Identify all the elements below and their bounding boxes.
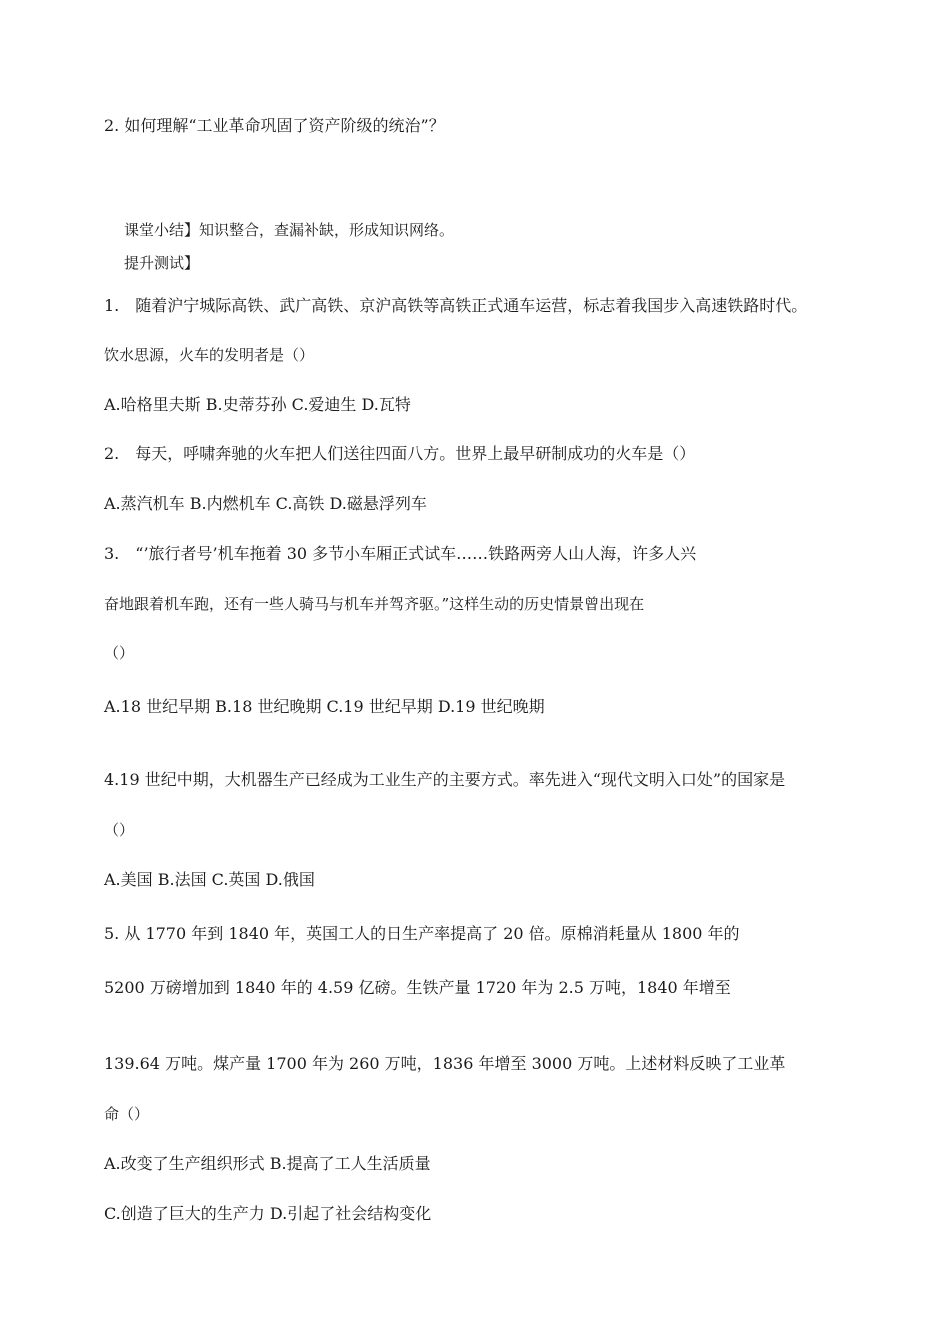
q2-stem: 2. 每天，呼啸奔驰的火车把人们送往四面八方。世界上最早研制成功的火车是（） [104, 444, 696, 463]
q1-options: A.哈格里夫斯 B.史蒂芬孙 C.爱迪生 D.瓦特 [104, 395, 411, 414]
q5-options-row2: C.创造了巨大的生产力 D.引起了社会结构变化 [104, 1204, 432, 1223]
q1-stem-line2: 饮水思源，火车的发明者是（） [104, 346, 315, 364]
q1-stem-line1: 1. 随着沪宁城际高铁、武广高铁、京沪高铁等高铁正式通车运营，标志着我国步入高速铁路时代。 [104, 296, 808, 315]
q4-stem-line1: 4.19 世纪中期，大机器生产已经成为工业生产的主要方式。率先进入“现代文明入口处”的国家是 [104, 770, 786, 789]
q5-options-row1: A.改变了生产组织形式 B.提高了工人生活质量 [104, 1154, 431, 1173]
reflection-question-2: 2. 如何理解“工业革命巩固了资产阶级的统治”？ [104, 116, 445, 135]
q3-stem-line3: （） [104, 644, 135, 662]
q4-stem-line2: （） [104, 821, 135, 839]
q5-stem-line1: 5. 从 1770 年到 1840 年，英国工人的日生产率提高了 20 倍。原棉消耗量从 1800 年的 [104, 924, 740, 943]
q3-stem-line1: 3. “’旅行者号’机车拖着 30 多节小车厢正式试车……铁路两旁人山人海，许多人兴 [104, 544, 697, 563]
q5-stem-line3: 139.64 万吨。煤产量 1700 年为 260 万吨，1836 年增至 3000 万吨。上述材料反映了工业革 [104, 1054, 786, 1073]
q5-stem-line2: 5200 万磅增加到 1840 年的 4.59 亿磅。生铁产量 1720 年为 2.5 万吨，1840 年增至 [104, 978, 731, 997]
q5-stem-line4: 命（） [104, 1105, 150, 1123]
q3-options: A.18 世纪早期 B.18 世纪晚期 C.19 世纪早期 D.19 世纪晚期 [104, 697, 545, 716]
q3-stem-line2: 奋地跟着机车跑，还有一些人骑马与机车并驾齐驱。”这样生动的历史情景曾出现在 [104, 595, 645, 613]
q4-options: A.美国 B.法国 C.英国 D.俄国 [104, 870, 315, 889]
q2-options: A.蒸汽机车 B.内燃机车 C.高铁 D.磁悬浮列车 [104, 494, 427, 513]
class-summary: 课堂小结】知识整合，查漏补缺，形成知识网络。 [124, 221, 455, 239]
test-heading: 提升测试】 [124, 254, 200, 272]
